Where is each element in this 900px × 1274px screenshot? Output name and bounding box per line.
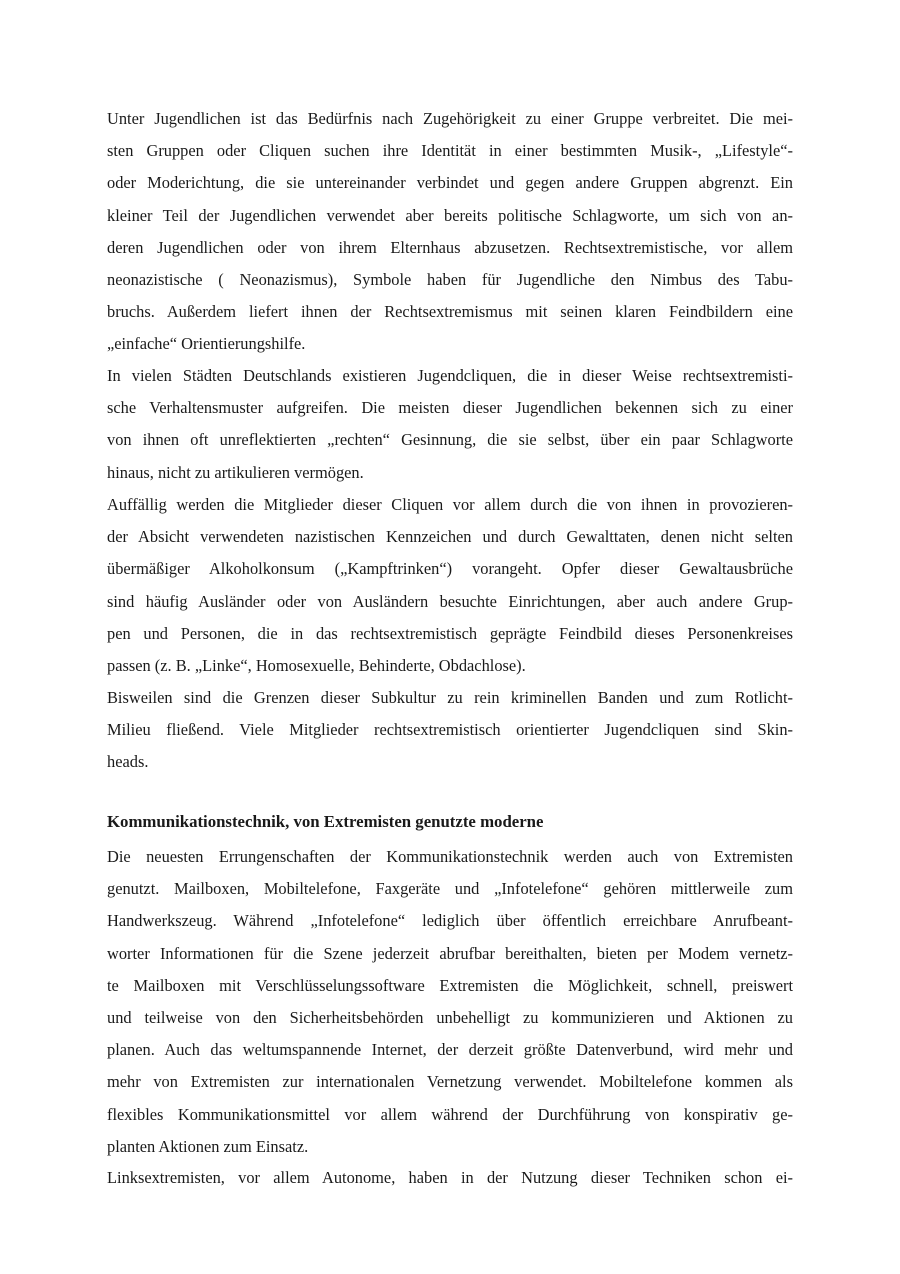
paragraph-subculture (107, 682, 793, 779)
text-line: von ihnen oft unreflektierten „rechten“ Gesinnung, die sie selbst, über ein paar Schlagworte (107, 430, 793, 450)
text-line: neonazistische ( Neonazismus), Symbole haben für Jugendliche den Nimbus des Tabu- (107, 269, 793, 289)
text-line: planten Aktionen zum Einsatz. (107, 1136, 309, 1156)
text-line: Linksextremisten, vor allem Autonome, haben in der Nutzung dieser Techniken schon ei- (107, 1168, 793, 1187)
text-line: genutzt. Mailboxen, Mobiltelefone, Faxgeräte und „Infotelefone“ gehören mittlerweile zum (107, 879, 793, 899)
text-line: Milieu fließend. Viele Mitglieder rechtsextremistisch orientierter Jugendcliquen sind Skin- (107, 720, 793, 740)
text-line: heads. (107, 752, 149, 772)
paragraph-violence (107, 489, 793, 682)
text-line: oder Moderichtung, die sie untereinander verbindet und gegen andere Gruppen abgrenzt. Ein (107, 173, 793, 193)
text-line: sten Gruppen oder Cliquen suchen ihre Identität in einer bestimmten Musik-, „Lifestyle“- (107, 141, 793, 161)
paragraph-communication-tech (107, 841, 793, 1163)
text-line: Handwerkszeug. Während „Infotelefone“ lediglich über öffentlich erreichbare Anrufbeant- (107, 911, 793, 931)
text-line: deren Jugendlichen oder von ihrem Elternhaus abzusetzen. Rechtsextremistische, vor allem (107, 237, 793, 257)
text-line: „einfache“ Orientierungshilfe. (107, 334, 306, 354)
text-line: worter Informationen für die Szene jederzeit abrufbar bereithalten, bieten per Modem vernetz- (107, 943, 793, 963)
text-line: Die neuesten Errungenschaften der Kommunikationstechnik werden auch von Extremisten (107, 847, 793, 866)
text-line: mehr von Extremisten zur internationalen Vernetzung verwendet. Mobiltelefone kommen als (107, 1072, 793, 1092)
text-line: Unter Jugendlichen ist das Bedürfnis nach Zugehörigkeit zu einer Gruppe verbreitet. Die mei- (107, 109, 793, 128)
paragraph-left-extremists (107, 1162, 793, 1194)
text-line: passen (z. B. „Linke“, Homosexuelle, Behinderte, Obdachlose). (107, 655, 526, 675)
text-line: sind häufig Ausländer oder von Ausländern besuchte Einrichtungen, aber auch andere Grup- (107, 591, 793, 611)
text-line: pen und Personen, die in das rechtsextremistisch geprägte Feindbild dieses Personenkreises (107, 623, 793, 643)
text-line: kleiner Teil der Jugendlichen verwendet aber bereits politische Schlagworte, um sich von an- (107, 205, 793, 225)
paragraph-youth-groups (107, 103, 793, 361)
text-line: sche Verhaltensmuster aufgreifen. Die meisten dieser Jugendlichen bekennen sich zu einer (107, 398, 793, 418)
text-line: der Absicht verwendeten nazistischen Kennzeichen und durch Gewalttaten, denen nicht selten (107, 527, 793, 547)
text-line: hinaus, nicht zu artikulieren vermögen. (107, 462, 364, 482)
text-line: übermäßiger Alkoholkonsum („Kampftrinken“) vorangeht. Opfer dieser Gewaltausbrüche (107, 559, 793, 579)
text-line: te Mailboxen mit Verschlüsselungssoftware Extremisten die Möglichkeit, schnell, preiswert (107, 975, 793, 995)
text-line: flexibles Kommunikationsmittel vor allem während der Durchführung von konspirativ ge- (107, 1104, 793, 1124)
text-line: Bisweilen sind die Grenzen dieser Subkultur zu rein kriminellen Banden und zum Rotlicht- (107, 688, 793, 707)
text-line: In vielen Städten Deutschlands existieren Jugendcliquen, die in dieser Weise rechtsextremisti- (107, 366, 793, 385)
section-heading: Kommunikationstechnik, von Extremisten genutzte moderne (107, 812, 544, 831)
text-line: und teilweise von den Sicherheitsbehörden unbehelligt zu kommunizieren und Aktionen zu (107, 1007, 793, 1027)
text-line: Auffällig werden die Mitglieder dieser Cliquen vor allem durch die von ihnen in provozieren- (107, 495, 793, 514)
text-line: planen. Auch das weltumspannende Internet, der derzeit größte Datenverbund, wird mehr und (107, 1040, 793, 1060)
text-line: bruchs. Außerdem liefert ihnen der Rechtsextremismus mit seinen klaren Feindbildern eine (107, 302, 793, 322)
paragraph-youth-cliques (107, 360, 793, 489)
